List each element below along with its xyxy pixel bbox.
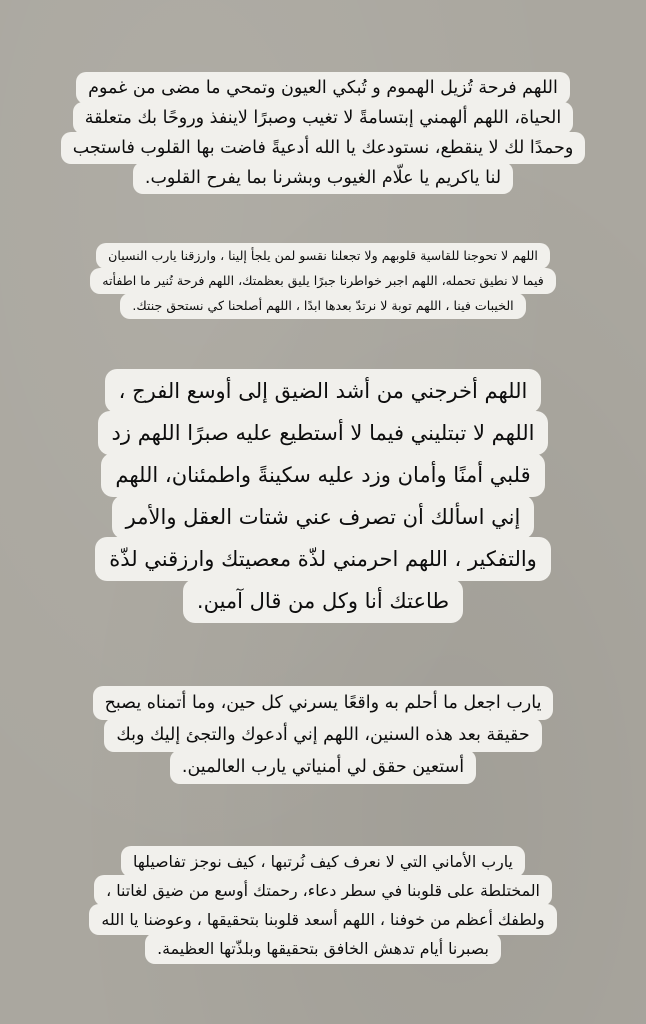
- text-line: يارب اجعل ما أحلم به واقعًا يسرني كل حين، وما أتمناه يصبح: [93, 686, 554, 720]
- text-line: اللهم فرحة تُزيل الهموم و تُبكي العيون وتمحي ما مضى من غموم: [76, 72, 570, 104]
- text-line: طاعتك أنا وكل من قال آمين.: [183, 579, 463, 623]
- prayer-block-1: [33, 74, 613, 194]
- text-line: إني اسألك أن تصرف عني شتات العقل والأمر: [112, 495, 535, 539]
- text-line: وحمدًا لك لا ينقطع، نستودعك يا الله أدعيةً فاضت بها القلوب فاستجب: [61, 132, 586, 164]
- text-line: ولطفك أعظم من خوفنا ، اللهم أسعد قلوبنا بتحقيقها ، وعوضنا يا الله: [89, 904, 556, 935]
- text-line: الخيبات فينا ، اللهم توبة لا نرتدّ بعدها ابدًا ، اللهم أصلحنا كي نستحق جنتك.: [120, 293, 525, 319]
- text-line: أستعين حقق لي أمنياتي يارب العالمين.: [170, 750, 476, 784]
- prayer-block-5: [23, 848, 623, 964]
- text-line: اللهم لا تحوجنا للقاسية قلوبهم ولا تجعلنا نقسو لمن يلجأ إلينا ، وارزقنا يارب النسيان: [96, 243, 550, 269]
- text-line: المختلطة على قلوبنا في سطر دعاء، رحمتك أوسع من ضيق لغاتنا ،: [94, 875, 552, 906]
- text-line: قلبي أمنًا وأمان وزد عليه سكينةً واطمئنان، اللهم: [101, 453, 544, 497]
- text-line: اللهم لا تبتليني فيما لا أستطيع عليه صبرًا اللهم زد: [98, 411, 549, 455]
- text-line: اللهم أخرجني من أشد الضيق إلى أوسع الفرج ،: [105, 369, 542, 413]
- prayer-block-2: [18, 244, 628, 319]
- text-line: لنا ياكريم يا علّام الغيوب وبشرنا بما يفرح القلوب.: [133, 162, 513, 194]
- text-line: الحياة، اللهم ألهمني إبتسامةً لا تغيب وصبرًا لاينفذ وروحًا بك متعلقة: [73, 102, 574, 134]
- prayer-block-4: [23, 688, 623, 784]
- text-line: فيما لا نطيق تحمله، اللهم اجبر خواطرنا جبرًا يليق بعظمتك، اللهم فرحة تُنير ما اطفأته: [90, 268, 556, 294]
- text-line: والتفكير ، اللهم احرمني لذّة معصيتك وارزقني لذّة: [95, 537, 551, 581]
- prayer-block-3: [23, 371, 623, 623]
- text-line: بصبرنا أيام تدهش الخافق بتحقيقها وبلذّتها العظيمة.: [145, 933, 501, 964]
- text-line: حقيقة بعد هذه السنين، اللهم إني أدعوك والتجئ إليك وبك: [104, 718, 541, 752]
- text-line: يارب الأماني التي لا نعرف كيف نُرتبها ، كيف نوجز تفاصيلها: [121, 846, 525, 877]
